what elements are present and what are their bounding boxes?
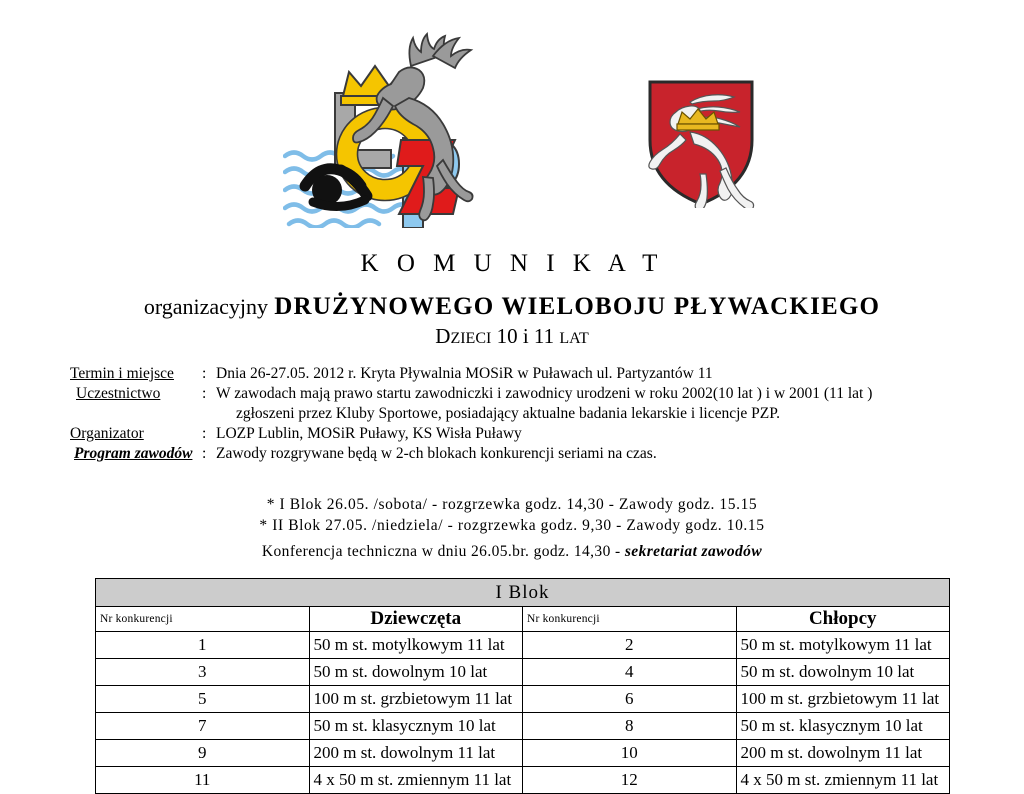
events-table-block-1 xyxy=(95,578,950,794)
age-category-line xyxy=(0,324,1024,349)
info-label-organizator: Organizator xyxy=(70,425,144,442)
table-header-row xyxy=(96,607,950,632)
cell-right-event: 50 m st. klasycznym 10 lat xyxy=(736,713,950,740)
lublin-voivodeship-coat-of-arms xyxy=(646,78,756,208)
info-colon-uczestnictwo: : xyxy=(202,385,207,402)
cell-right-event: 50 m st. motylkowym 11 lat xyxy=(736,632,950,659)
cell-left-number: 5 xyxy=(96,686,310,713)
block-title-cell: I Blok xyxy=(96,579,950,607)
page-subtitle xyxy=(0,293,1024,321)
subtitle-strong: DRUŻYNOWEGO WIELOBOJU PŁYWACKIEGO xyxy=(274,293,881,320)
cell-right-event: 50 m st. dowolnym 10 lat xyxy=(736,659,950,686)
header-right-gender-label: Chłopcy xyxy=(736,607,950,632)
info-colon-organizator: : xyxy=(202,425,207,442)
subtitle-lead: organizacyjny xyxy=(143,294,269,319)
age-line-unit: LAT xyxy=(559,330,589,347)
info-label-termin: Termin i miejsce xyxy=(70,365,174,382)
cell-right-number: 6 xyxy=(523,686,737,713)
table-row xyxy=(96,686,950,713)
schedule-line-block-2: * II Blok 27.05. /niedziela/ - rozgrzewka godz. 9,30 - Zawody godz. 10.15 xyxy=(259,517,765,534)
cell-left-event: 200 m st. dowolnym 11 lat xyxy=(309,740,523,767)
header-logo-band xyxy=(0,0,1024,235)
info-text-organizator: LOZP Lublin, MOSiR Puławy, KS Wisła Puławy xyxy=(216,425,522,442)
cell-right-number: 12 xyxy=(523,767,737,794)
info-text-program: Zawody rozgrywane będą w 2-ch blokach konkurencji seriami na czas. xyxy=(216,445,657,462)
cell-left-number: 11 xyxy=(96,767,310,794)
table-row xyxy=(96,713,950,740)
cell-right-event: 200 m st. dowolnym 11 lat xyxy=(736,740,950,767)
cell-right-number: 2 xyxy=(523,632,737,659)
cell-left-event: 50 m st. klasycznym 10 lat xyxy=(309,713,523,740)
cell-left-number: 9 xyxy=(96,740,310,767)
page-title: K O M U N I K A T xyxy=(360,250,664,277)
age-line-first-letter: D xyxy=(435,324,451,348)
event-info-block xyxy=(70,364,990,464)
header-left-number-label: Nr konkurencji xyxy=(96,607,310,632)
cell-right-event: 100 m st. grzbietowym 11 lat xyxy=(736,686,950,713)
cell-left-event: 50 m st. dowolnym 10 lat xyxy=(309,659,523,686)
header-left-gender-label: Dziewczęta xyxy=(309,607,523,632)
cell-right-number: 4 xyxy=(523,659,737,686)
table-row xyxy=(96,767,950,794)
cell-right-number: 10 xyxy=(523,740,737,767)
info-row-organizator xyxy=(70,424,990,444)
info-label-uczestnictwo: Uczestnictwo xyxy=(76,385,161,402)
info-row-uczestnictwo xyxy=(70,384,990,404)
conference-text: Konferencja techniczna w dniu 26.05.br. godz. 14,30 - xyxy=(261,543,625,560)
cell-left-event: 50 m st. motylkowym 11 lat xyxy=(309,632,523,659)
table-row xyxy=(96,740,950,767)
table-block-title-row xyxy=(96,579,950,607)
age-line-smallcaps: ZIECI xyxy=(450,330,492,347)
table-row xyxy=(96,659,950,686)
info-colon-termin: : xyxy=(202,365,207,382)
cell-left-number: 1 xyxy=(96,632,310,659)
cell-right-event: 4 x 50 m st. zmiennym 11 lat xyxy=(736,767,950,794)
info-row-program xyxy=(70,444,990,464)
info-colon-program: : xyxy=(202,445,207,462)
info-text-uczestnictwo: W zawodach mają prawo startu zawodniczki i zawodnicy urodzeni w roku 2002(10 lat ) i w 2001 (11 lat ) xyxy=(216,385,873,402)
table-row xyxy=(96,632,950,659)
info-row-termin xyxy=(70,364,990,384)
technical-conference-line xyxy=(0,543,1024,561)
cell-left-event: 4 x 50 m st. zmiennym 11 lat xyxy=(309,767,523,794)
info-text-uczestnictwo-continued: zgłoszeni przez Kluby Sportowe, posiadający aktualne badania lekarskie i licencje PZP. xyxy=(236,405,781,422)
conference-location: sekretariat zawodów xyxy=(624,543,763,560)
info-label-program: Program zawodów xyxy=(74,445,193,462)
schedule-block xyxy=(0,494,1024,536)
info-text-termin: Dnia 26-27.05. 2012 r. Kryta Pływalnia MOSiR w Puławach ul. Partyzantów 11 xyxy=(216,365,713,382)
lozp-swimming-association-logo xyxy=(283,28,479,228)
cell-left-number: 7 xyxy=(96,713,310,740)
schedule-line-block-1: * I Blok 26.05. /sobota/ - rozgrzewka godz. 14,30 - Zawody godz. 15.15 xyxy=(266,496,758,513)
cell-right-number: 8 xyxy=(523,713,737,740)
cell-left-event: 100 m st. grzbietowym 11 lat xyxy=(309,686,523,713)
cell-left-number: 3 xyxy=(96,659,310,686)
age-line-numbers: 10 i 11 xyxy=(496,324,555,348)
header-right-number-label: Nr konkurencji xyxy=(523,607,737,632)
